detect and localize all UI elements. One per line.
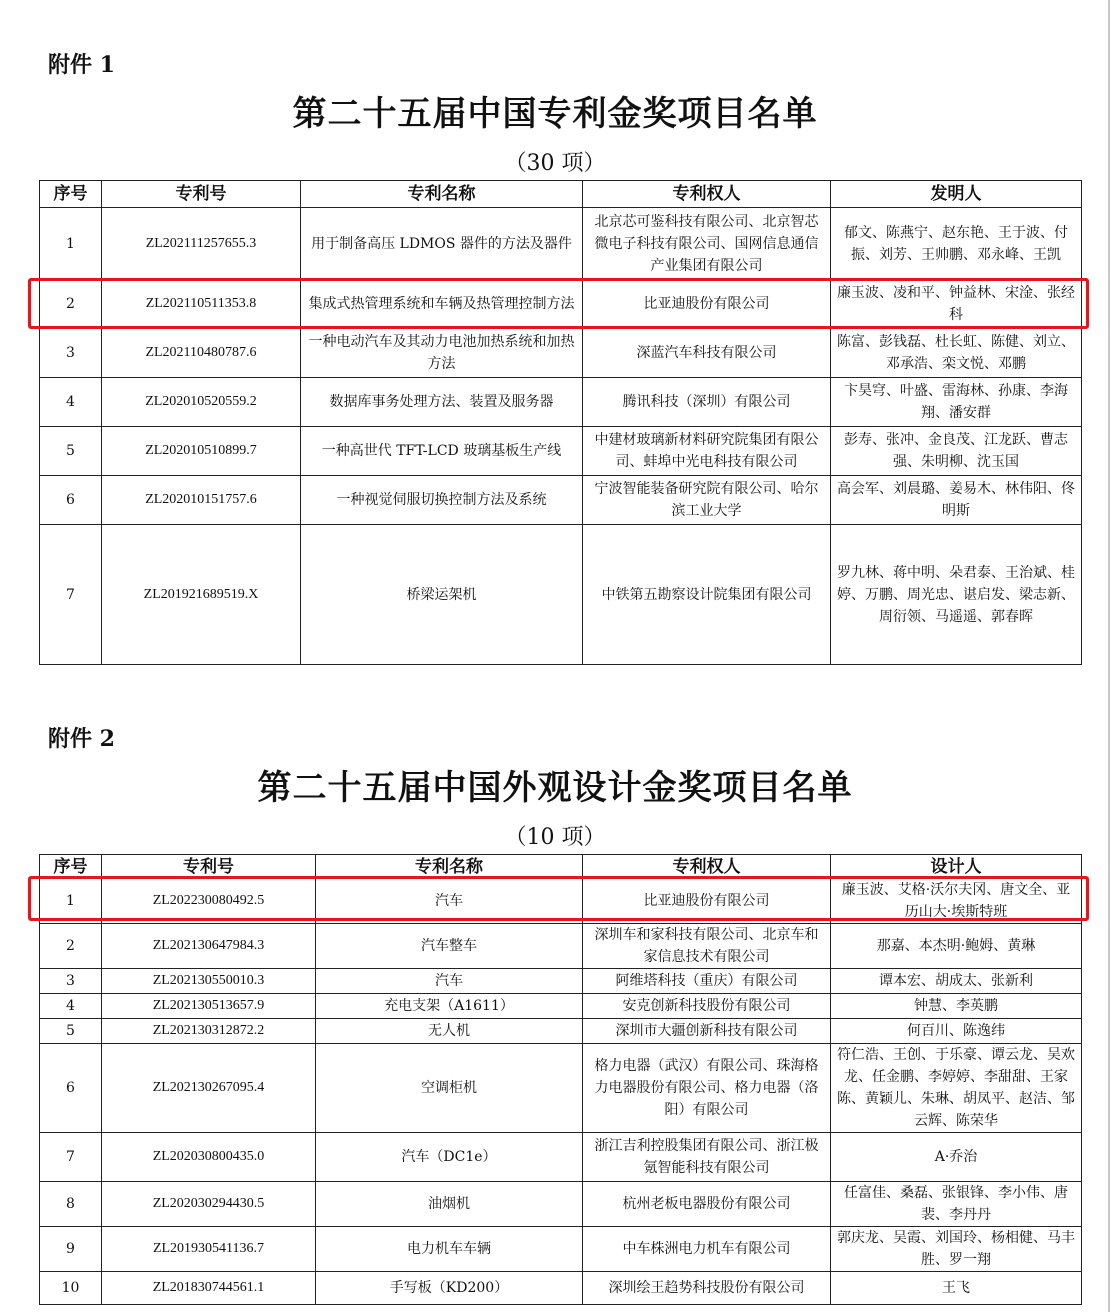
table-row xyxy=(40,1019,1082,1044)
patent-name-cell: 汽车整车 xyxy=(316,924,583,969)
people-cell: 彭寿、张冲、金良茂、江龙跃、曹志强、朱明柳、沈玉国 xyxy=(831,427,1082,476)
people-cell: 郁文、陈燕宁、赵东艳、王于波、付振、刘芳、王帅鹏、邓永峰、王凯 xyxy=(831,208,1082,280)
people-cell: 谭本宏、胡成太、张新利 xyxy=(831,969,1082,994)
header-inventors: 发明人 xyxy=(831,181,1082,208)
patent-number-cell: ZL202010510899.7 xyxy=(102,427,301,476)
patentee-cell: 比亚迪股份有限公司 xyxy=(583,879,831,924)
people-cell: 何百川、陈逸纬 xyxy=(831,1019,1082,1044)
header-patent-number: 专利号 xyxy=(102,855,316,879)
annex-1-title: 第二十五届中国专利金奖项目名单 xyxy=(292,94,818,134)
patentee-cell: 北京芯可鉴科技有限公司、北京智芯微电子科技有限公司、国网信息通信产业集团有限公司 xyxy=(583,208,831,280)
header-no: 序号 xyxy=(40,855,102,879)
patentee-cell: 腾讯科技（深圳）有限公司 xyxy=(583,378,831,427)
patentee-cell: 安克创新科技股份有限公司 xyxy=(583,994,831,1019)
patent-number-cell: ZL202110511353.8 xyxy=(102,280,301,329)
table-row xyxy=(40,969,1082,994)
row-number-cell: 4 xyxy=(40,378,102,427)
patent-number-cell: ZL201921689519.X xyxy=(102,525,301,665)
people-cell: 王飞 xyxy=(831,1272,1082,1305)
patent-number-cell: ZL202110480787.6 xyxy=(102,329,301,378)
patent-number-cell: ZL202030800435.0 xyxy=(102,1133,316,1182)
patent-number-cell: ZL202130312872.2 xyxy=(102,1019,316,1044)
table-row xyxy=(40,378,1082,427)
row-number-cell: 6 xyxy=(40,1044,102,1133)
annex-1-count: （30 项） xyxy=(504,151,606,176)
patent-name-cell: 一种视觉伺服切换控制方法及系统 xyxy=(301,476,583,525)
table-row xyxy=(40,329,1082,378)
patentee-cell: 深圳绘王趋势科技股份有限公司 xyxy=(583,1272,831,1305)
patent-gold-award-table xyxy=(39,180,1082,665)
patent-name-cell: 一种高世代 TFT-LCD 玻璃基板生产线 xyxy=(301,427,583,476)
table-row xyxy=(40,525,1082,665)
people-cell: 廉玉波、艾格·沃尔夫冈、唐文全、亚历山大·埃斯特班 xyxy=(831,879,1082,924)
patentee-cell: 中车株洲电力机车有限公司 xyxy=(583,1227,831,1272)
header-no: 序号 xyxy=(40,181,102,208)
row-number-cell: 5 xyxy=(40,1019,102,1044)
patent-name-cell: 手写板（KD200） xyxy=(316,1272,583,1305)
row-number-cell: 7 xyxy=(40,1133,102,1182)
table-row xyxy=(40,1227,1082,1272)
row-number-cell: 1 xyxy=(40,879,102,924)
patent-name-cell: 无人机 xyxy=(316,1019,583,1044)
patent-number-cell: ZL201830744561.1 xyxy=(102,1272,316,1305)
row-number-cell: 5 xyxy=(40,427,102,476)
patent-number-cell: ZL202010520559.2 xyxy=(102,378,301,427)
table-row xyxy=(40,1133,1082,1182)
patent-name-cell: 油烟机 xyxy=(316,1182,583,1227)
patent-number-cell: ZL202130267095.4 xyxy=(102,1044,316,1133)
patent-number-cell: ZL202230080492.5 xyxy=(102,879,316,924)
row-number-cell: 3 xyxy=(40,969,102,994)
annex-2-label: 附件 2 xyxy=(48,726,115,752)
table-row xyxy=(40,1044,1082,1133)
patentee-cell: 深圳市大疆创新科技有限公司 xyxy=(583,1019,831,1044)
patent-number-cell: ZL201930541136.7 xyxy=(102,1227,316,1272)
patentee-cell: 浙江吉利控股集团有限公司、浙江极氪智能科技有限公司 xyxy=(583,1133,831,1182)
people-cell: 高会军、刘晨璐、姜易木、林伟阳、佟明斯 xyxy=(831,476,1082,525)
people-cell: 符仁浩、王创、于乐豪、谭云龙、吴欢龙、任金鹏、李婷婷、李甜甜、王家陈、黄颖儿、朱琳、胡凤平、赵洁、邹云辉、陈荣华 xyxy=(831,1044,1082,1133)
patentee-cell: 杭州老板电器股份有限公司 xyxy=(583,1182,831,1227)
row-number-cell: 2 xyxy=(40,924,102,969)
row-number-cell: 8 xyxy=(40,1182,102,1227)
row-number-cell: 10 xyxy=(40,1272,102,1305)
patentee-cell: 比亚迪股份有限公司 xyxy=(583,280,831,329)
row-number-cell: 2 xyxy=(40,280,102,329)
people-cell: 罗九林、蒋中明、朵君泰、王治斌、桂婷、万鹏、周光忠、谌启发、梁志新、周衍领、马遥遥、郭春晖 xyxy=(831,525,1082,665)
table-row xyxy=(40,1182,1082,1227)
design-gold-award-table xyxy=(39,854,1082,1305)
patent-name-cell: 集成式热管理系统和车辆及热管理控制方法 xyxy=(301,280,583,329)
patent-name-cell: 一种电动汽车及其动力电池加热系统和加热方法 xyxy=(301,329,583,378)
table-row xyxy=(40,427,1082,476)
patent-name-cell: 电力机车车辆 xyxy=(316,1227,583,1272)
patent-number-cell: ZL202130513657.9 xyxy=(102,994,316,1019)
people-cell: A·乔治 xyxy=(831,1133,1082,1182)
patentee-cell: 宁波智能装备研究院有限公司、哈尔滨工业大学 xyxy=(583,476,831,525)
patent-number-cell: ZL202130550010.3 xyxy=(102,969,316,994)
table-row xyxy=(40,1272,1082,1305)
table-row xyxy=(40,994,1082,1019)
people-cell: 郭庆龙、吴霞、刘国玲、杨相健、马丰胜、罗一翔 xyxy=(831,1227,1082,1272)
table-row xyxy=(40,208,1082,280)
people-cell: 卞昊穹、叶盛、雷海林、孙康、李海翔、潘安群 xyxy=(831,378,1082,427)
patent-name-cell: 汽车（DC1e） xyxy=(316,1133,583,1182)
table-row xyxy=(40,924,1082,969)
header-patent-name: 专利名称 xyxy=(316,855,583,879)
patent-number-cell: ZL202010151757.6 xyxy=(102,476,301,525)
row-number-cell: 9 xyxy=(40,1227,102,1272)
row-number-cell: 7 xyxy=(40,525,102,665)
people-cell: 陈富、彭钱磊、杜长虹、陈健、刘立、邓承浩、栾文悦、邓鹏 xyxy=(831,329,1082,378)
patentee-cell: 阿维塔科技（重庆）有限公司 xyxy=(583,969,831,994)
header-patentee: 专利权人 xyxy=(583,181,831,208)
patentee-cell: 中建材玻璃新材料研究院集团有限公司、蚌埠中光电科技有限公司 xyxy=(583,427,831,476)
patent-name-cell: 数据库事务处理方法、装置及服务器 xyxy=(301,378,583,427)
patent-name-cell: 汽车 xyxy=(316,879,583,924)
row-number-cell: 4 xyxy=(40,994,102,1019)
annex-2-title: 第二十五届中国外观设计金奖项目名单 xyxy=(257,768,853,808)
patentee-cell: 深圳车和家科技有限公司、北京车和家信息技术有限公司 xyxy=(583,924,831,969)
patent-name-cell: 充电支架（A1611） xyxy=(316,994,583,1019)
highlight-box-byd-design xyxy=(28,876,1089,921)
highlight-box-byd-patent xyxy=(28,278,1089,329)
header-patent-number: 专利号 xyxy=(102,181,301,208)
annex-2-count: （10 项） xyxy=(504,825,606,850)
annex-1-label: 附件 1 xyxy=(48,52,115,78)
patent-name-cell: 桥梁运架机 xyxy=(301,525,583,665)
patent-name-cell: 空调柜机 xyxy=(316,1044,583,1133)
row-number-cell: 1 xyxy=(40,208,102,280)
people-cell: 钟慧、李英鹏 xyxy=(831,994,1082,1019)
patent-name-cell: 汽车 xyxy=(316,969,583,994)
header-designers: 设计人 xyxy=(831,855,1082,879)
patent-number-cell: ZL202111257655.3 xyxy=(102,208,301,280)
header-patentee: 专利权人 xyxy=(583,855,831,879)
patentee-cell: 中铁第五勘察设计院集团有限公司 xyxy=(583,525,831,665)
patentee-cell: 深蓝汽车科技有限公司 xyxy=(583,329,831,378)
patent-number-cell: ZL202030294430.5 xyxy=(102,1182,316,1227)
people-cell: 任富佳、桑磊、张银锋、李小伟、唐裴、李丹丹 xyxy=(831,1182,1082,1227)
row-number-cell: 3 xyxy=(40,329,102,378)
patent-number-cell: ZL202130647984.3 xyxy=(102,924,316,969)
row-number-cell: 6 xyxy=(40,476,102,525)
table-row xyxy=(40,476,1082,525)
patent-name-cell: 用于制备高压 LDMOS 器件的方法及器件 xyxy=(301,208,583,280)
people-cell: 那嘉、本杰明·鲍姆、黄琳 xyxy=(831,924,1082,969)
patentee-cell: 格力电器（武汉）有限公司、珠海格力电器股份有限公司、格力电器（洛阳）有限公司 xyxy=(583,1044,831,1133)
header-patent-name: 专利名称 xyxy=(301,181,583,208)
people-cell: 廉玉波、凌和平、钟益林、宋淦、张经科 xyxy=(831,280,1082,329)
